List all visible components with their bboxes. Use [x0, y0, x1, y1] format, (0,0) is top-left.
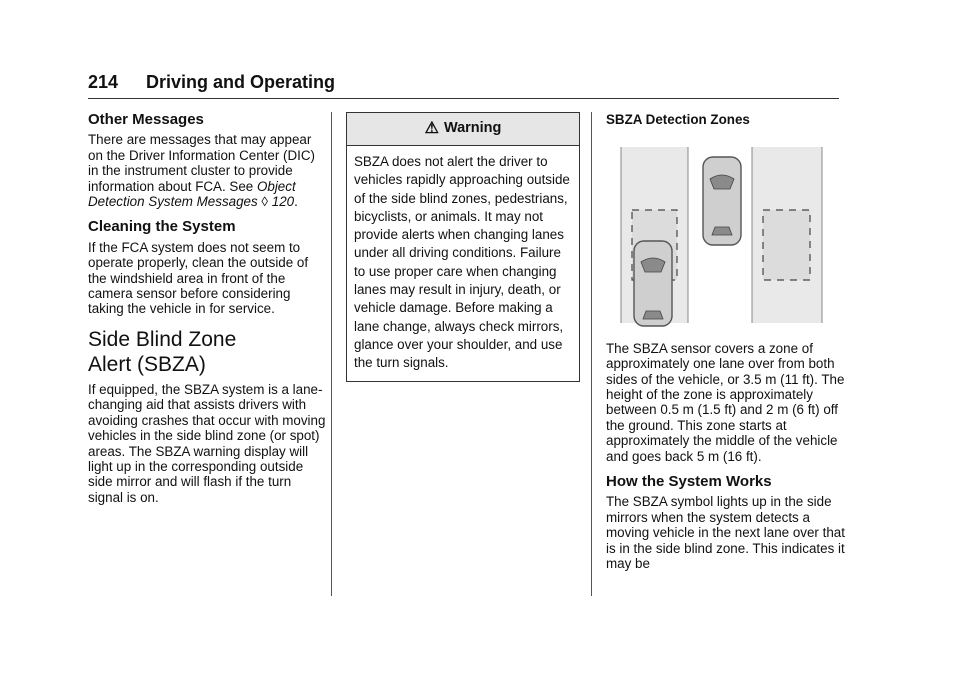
column-middle [346, 112, 580, 382]
zone-description-paragraph: The SBZA sensor covers a zone of approximately one lane over from both sides of the vehicle, or 3.5 m (11 ft). The height of the zone is approximately between 0.5 m (1.5 ft) and 2 m (6 ft) off the ground. This zone starts at approximately the middle of the vehicle and goes back 5 m (16 ft). [606, 340, 845, 464]
warning-box [346, 112, 580, 382]
heading-cleaning-system: Cleaning the System [88, 218, 236, 236]
column-left [88, 112, 326, 515]
warning-triangle-icon: ⚠ [424, 120, 439, 138]
heading-sbza [88, 327, 326, 377]
column-divider [331, 112, 332, 596]
xref-object-detection[interactable]: Object Detection System Messages [88, 178, 296, 210]
column-divider [591, 112, 592, 596]
how-system-works-paragraph: The SBZA symbol lights up in the side mirrors when the system detects a moving vehicle in the next lane over that is in the side blind zone. This indicates it may be [606, 494, 845, 572]
other-messages-paragraph [88, 132, 326, 209]
sbza-zones-figure [606, 137, 836, 327]
warning-header [347, 113, 579, 146]
page-header [88, 72, 839, 98]
warning-body: SBZA does not alert the driver to vehicles rapidly approaching outside of the side blind zones, pedestrians, bicyclists, or animals. It may not provide alerts when changing lanes under all driving conditions. Failure to use proper care when changing lanes may result in injury, death, or vehicle damage. Before making a lane change, always check mirrors, glance over your shoulder, and use the turn signals. [354, 154, 570, 371]
page-number: 214 [88, 72, 119, 92]
warning-title: Warning [443, 120, 502, 137]
heading-other-messages: Other Messages [88, 111, 204, 128]
right-detection-zone [763, 210, 810, 280]
host-car-icon [703, 157, 741, 245]
page-title: Driving and Operating [146, 72, 336, 92]
other-messages-text: There are messages that may appear on the Driver Information Center (DIC) in the instrument cluster to provide information about FCA. See [88, 132, 315, 194]
xref-page[interactable]: 120 [271, 194, 295, 210]
header-rule [88, 98, 839, 99]
heading-sbza-line2: Alert (SBZA) [88, 352, 206, 376]
xref-end: . [294, 194, 298, 210]
cleaning-paragraph: If the FCA system does not seem to operate properly, clean the outside of the windshield area in front of the camera sensor before considering taking the vehicle in for service. [88, 239, 309, 317]
xref-arrow-icon: ◊ [261, 194, 269, 210]
sbza-paragraph: If equipped, the SBZA system is a lane-changing aid that assists drivers with avoiding crashes that occur with moving vehicles in the side blind zone (or spot) areas. The SBZA warning display will light up in the corresponding outside side mirror and will flash if the turn signal is on. [88, 381, 326, 505]
adjacent-car-icon [634, 241, 672, 326]
heading-sbza-line1: Side Blind Zone [88, 327, 237, 351]
column-right [606, 112, 846, 582]
heading-how-system-works: How the System Works [606, 473, 772, 491]
figure-label: SBZA Detection Zones [606, 112, 750, 127]
